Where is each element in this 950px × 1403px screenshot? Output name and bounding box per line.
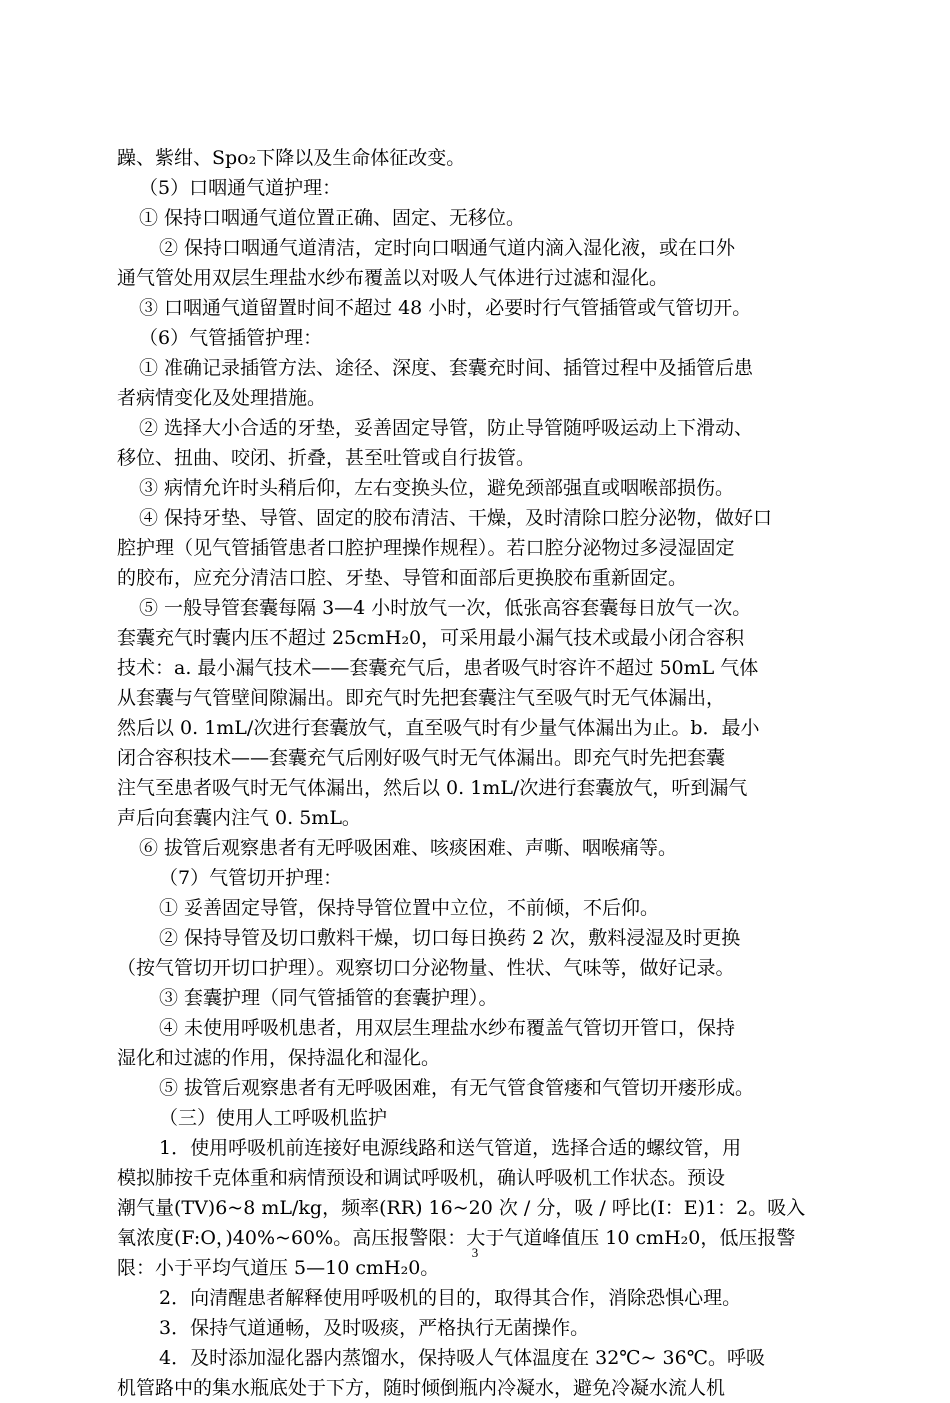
text-line: 机管路中的集水瓶底处于下方，随时倾倒瓶内冷凝水，避免冷凝水流人机	[117, 1377, 726, 1399]
page-number: 3	[471, 1245, 479, 1260]
text-line: 躁、紫绀、Spo₂下降以及生命体征改变。	[117, 147, 466, 169]
text-line: 技术：a. 最小漏气技术——套囊充气后，患者吸气时容许不超过 50mL 气体	[117, 657, 759, 679]
text-line: 闭合容积技术——套囊充气后刚好吸气时无气体漏出。即充气时先把套囊	[117, 747, 726, 769]
text-line: 3．保持气道通畅，及时吸痰，严格执行无菌操作。	[159, 1317, 590, 1339]
text-line: 的胶布，应充分清洁口腔、牙垫、导管和面部后更换胶布重新固定。	[117, 567, 688, 589]
text-line: 然后以 0. 1mL/次进行套囊放气，直至吸气时有少量气体漏出为止。b．最小	[117, 717, 760, 739]
text-line: 从套囊与气管壁间隙漏出。即充气时先把套囊注气至吸气时无气体漏出，	[117, 687, 726, 709]
text-line: ④ 保持牙垫、导管、固定的胶布清洁、干燥，及时清除口腔分泌物，做好口	[139, 507, 773, 529]
text-line: 4．及时添加湿化器内蒸馏水，保持吸人气体温度在 32℃~ 36℃。呼吸	[159, 1347, 765, 1369]
text-line: ① 妥善固定导管，保持导管位置中立位，不前倾，不后仰。	[159, 897, 660, 919]
text-line: 模拟肺按千克体重和病情预设和调试呼吸机，确认呼吸机工作状态。预设	[117, 1167, 726, 1189]
text-line: 2．向清醒患者解释使用呼吸机的目的，取得其合作，消除恐惧心理。	[159, 1287, 742, 1309]
text-line: ① 保持口咽通气道位置正确、固定、无移位。	[139, 207, 526, 229]
text-line: ③ 口咽通气道留置时间不超过 48 小时，必要时行气管插管或气管切开。	[139, 297, 752, 319]
section-heading: （6）气管插管护理：	[139, 327, 323, 349]
text-line: 限：小于平均气道压 5—10 cmH₂0。	[117, 1257, 440, 1279]
section-heading: （7）气管切开护理：	[159, 867, 343, 889]
text-line: ③ 病情允许时头稍后仰，左右变换头位，避免颈部强直或咽喉部损伤。	[139, 477, 735, 499]
text-line: 者病情变化及处理措施。	[117, 387, 327, 409]
text-line: ⑤ 一般导管套囊每隔 3—4 小时放气一次，低张高容套囊每日放气一次。	[139, 597, 752, 619]
text-line: 移位、扭曲、咬闭、折叠，甚至吐管或自行拔管。	[117, 447, 536, 469]
text-line: ④ 未使用呼吸机患者，用双层生理盐水纱布覆盖气管切开管口，保持	[159, 1017, 736, 1039]
text-line: 声后向套囊内注气 0. 5mL。	[117, 807, 361, 829]
text-line: ② 保持导管及切口敷料干燥，切口每日换药 2 次，敷料浸湿及时更换	[159, 927, 741, 949]
text-line: （按气管切开切口护理）。观察切口分泌物量、性状、气味等，做好记录。	[117, 957, 735, 979]
text-line: ③ 套囊护理（同气管插管的套囊护理）。	[159, 987, 498, 1009]
text-line: 通气管处用双层生理盐水纱布覆盖以对吸人气体进行过滤和湿化。	[117, 267, 669, 289]
text-line: ② 选择大小合适的牙垫，妥善固定导管，防止导管随呼吸运动上下滑动、	[139, 417, 754, 439]
section-heading: （5）口咽通气道护理：	[139, 177, 342, 199]
text-line: 腔护理（见气管插管患者口腔护理操作规程）。若口腔分泌物过多浸湿固定	[117, 537, 735, 559]
text-line: 注气至患者吸气时无气体漏出，然后以 0. 1mL/次进行套囊放气，听到漏气	[117, 777, 748, 799]
text-line: 潮气量(TV)6~8 mL/kg，频率(RR) 16~20 次 / 分，吸 / 呼比(I：E)1：2。吸入	[117, 1197, 806, 1219]
text-line: ① 准确记录插管方法、途径、深度、套囊充时间、插管过程中及插管后患	[139, 357, 754, 379]
text-line: 套囊充气时囊内压不超过 25cmH₂0，可采用最小漏气技术或最小闭合容积	[117, 627, 745, 649]
body-text	[117, 143, 839, 1403]
text-line: ⑥ 拔管后观察患者有无呼吸困难、咳痰困难、声嘶、咽喉痛等。	[139, 837, 678, 859]
text-line: ② 保持口咽通气道清洁，定时向口咽通气道内滴入湿化液，或在口外	[159, 237, 736, 259]
text-line: 湿化和过滤的作用，保持温化和湿化。	[117, 1047, 441, 1069]
text-line: ⑤ 拔管后观察患者有无呼吸困难，有无气管食管瘘和气管切开瘘形成。	[159, 1077, 755, 1099]
text-line: 氧浓度(F:O，)40%~60%。高压报警限：大于气道峰值压 10 cmH₂0，低压报警	[117, 1227, 796, 1249]
text-line: 1．使用呼吸机前连接好电源线路和送气管道，选择合适的螺纹管，用	[159, 1137, 742, 1159]
section-heading: （三）使用人工呼吸机监护	[159, 1107, 388, 1129]
